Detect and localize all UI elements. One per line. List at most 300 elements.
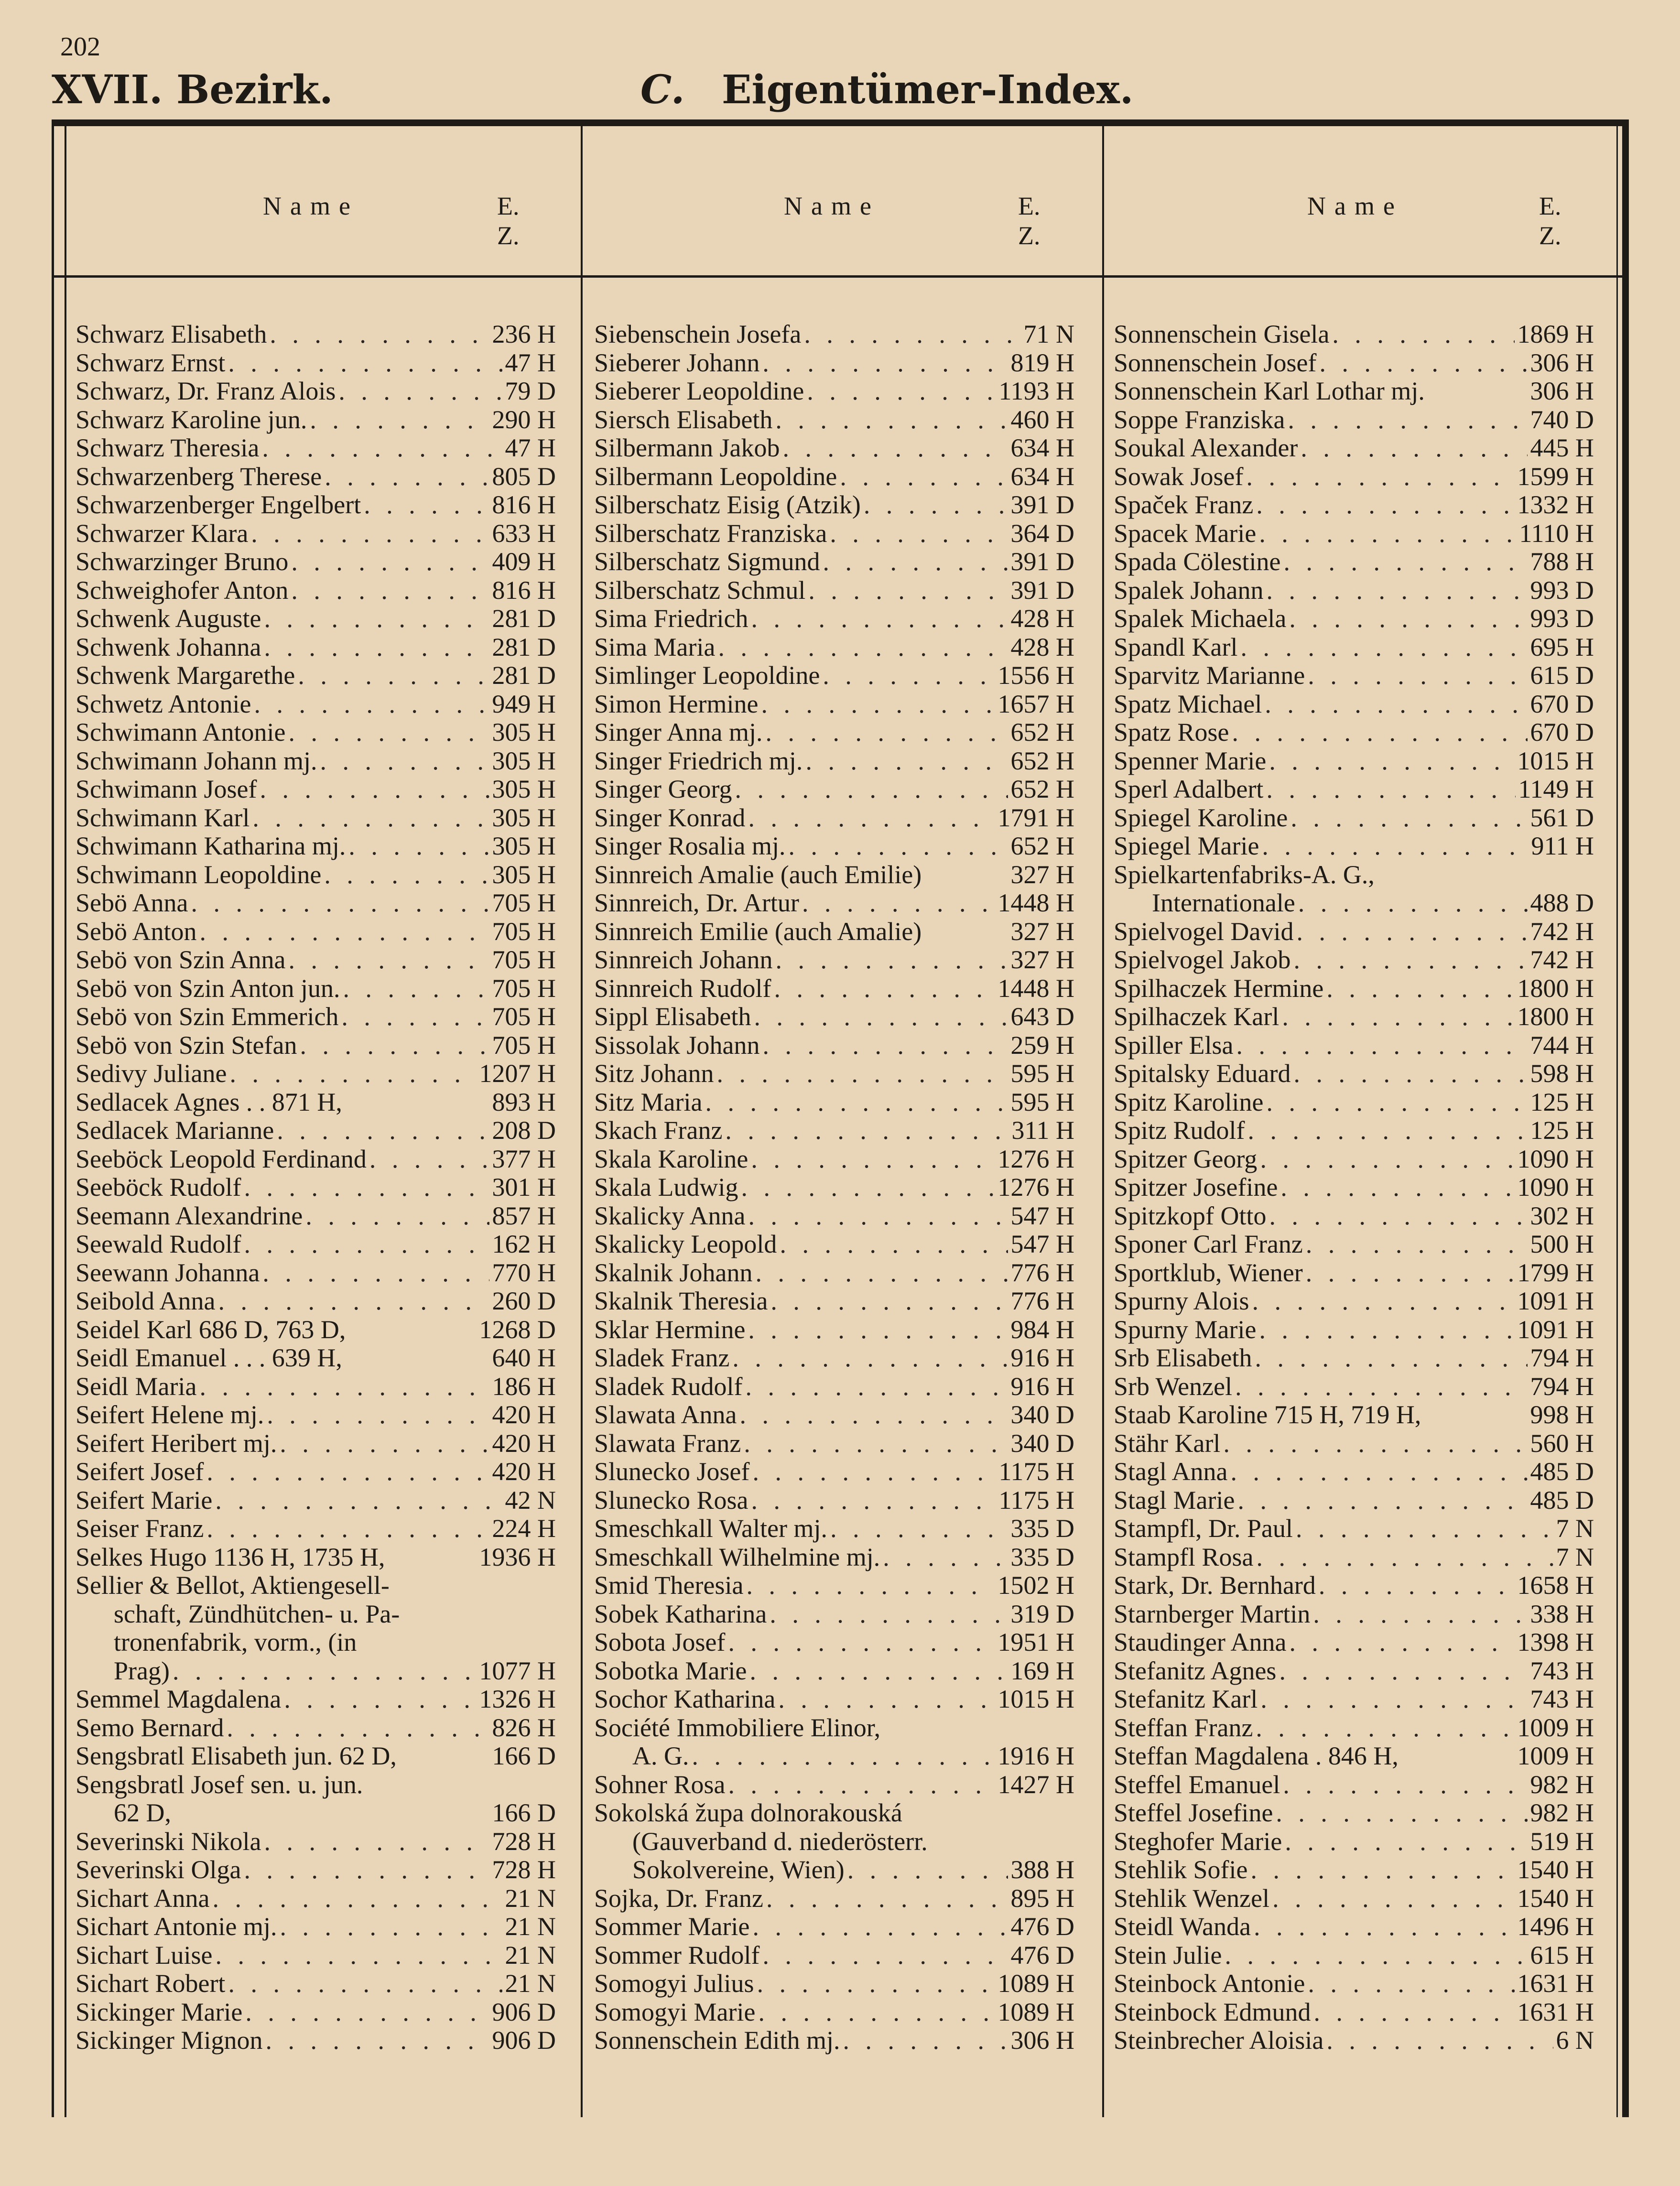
- leader-dots: [1246, 463, 1514, 491]
- entry-name: Sebö von Szin Stefan: [76, 1031, 297, 1060]
- entry-name: Slawata Franz: [594, 1429, 741, 1458]
- entry-name: Spilhaczek Hermine: [1114, 974, 1324, 1003]
- index-entry: [76, 690, 556, 719]
- index-entry: [594, 1259, 1074, 1288]
- leader-dots: [1251, 1856, 1515, 1884]
- entry-name: Spurny Marie: [1114, 1315, 1257, 1344]
- entry-ez: 377 H: [492, 1145, 556, 1173]
- entry-name: Schwenk Margarethe: [76, 661, 295, 690]
- entry-ez: 742 H: [1530, 917, 1594, 946]
- index-entry: [594, 1173, 1074, 1202]
- entry-name: Sinnreich Johann: [594, 946, 773, 974]
- index-entry: [76, 605, 556, 633]
- entry-name: Sperl Adalbert: [1114, 775, 1264, 803]
- entry-ez: 1332 H: [1517, 491, 1594, 519]
- entry-ez: 816 H: [492, 491, 556, 519]
- leader-dots: [218, 1287, 489, 1316]
- leader-dots: [1283, 548, 1527, 576]
- entry-name: Seifert Josef: [76, 1458, 204, 1486]
- entry-ez: 547 H: [1010, 1201, 1074, 1230]
- frame-inner-rule-right: [1616, 126, 1618, 2117]
- entry-name: Severinski Nikola: [76, 1827, 261, 1856]
- index-entry: [76, 1714, 556, 1742]
- index-entry: [1114, 491, 1594, 519]
- entry-ez: 1110 H: [1519, 519, 1594, 548]
- index-entry: [1114, 832, 1594, 861]
- index-entry: [1114, 1003, 1594, 1031]
- index-entry: [76, 377, 556, 406]
- entry-ez: 805 D: [492, 462, 556, 491]
- entry-ez: 301 H: [492, 1173, 556, 1201]
- entry-name: Slunecko Rosa: [594, 1486, 748, 1515]
- leader-dots: [1223, 1429, 1527, 1458]
- entry-name: Srb Wenzel: [1114, 1372, 1233, 1401]
- entry-ez: 547 H: [1010, 1230, 1074, 1258]
- entry-name: Smid Theresia: [594, 1571, 744, 1600]
- index-entry: [594, 1429, 1074, 1458]
- leader-dots: [725, 1116, 1008, 1145]
- index-entry: [1114, 1941, 1594, 1970]
- entry-ez: 388 H: [1010, 1856, 1074, 1884]
- entry-name: Sommer Marie: [594, 1913, 750, 1941]
- column-header-ez: E. Z.: [1539, 192, 1561, 250]
- index-entry: [76, 1486, 556, 1515]
- index-entry: [594, 1031, 1074, 1060]
- index-entry: [594, 1714, 1074, 1742]
- leader-dots: [1308, 661, 1527, 690]
- index-entry: [1114, 690, 1594, 719]
- entry-name: Seidl Emanuel . . . 639 H,: [76, 1344, 342, 1372]
- column-header-name: Name: [263, 192, 359, 220]
- entry-ez: 776 H: [1010, 1287, 1074, 1315]
- entry-ez: 485 D: [1530, 1486, 1594, 1515]
- entry-ez: 916 H: [1010, 1344, 1074, 1372]
- entry-name: Sitz Maria: [594, 1088, 703, 1116]
- leader-dots: [270, 320, 489, 349]
- leader-dots: [1240, 633, 1527, 662]
- entry-name: Silbermann Jakob: [594, 434, 780, 462]
- entry-name: Sladek Franz: [594, 1344, 730, 1372]
- entry-name: Spitz Rudolf: [1114, 1116, 1245, 1145]
- entry-ez: 1448 H: [997, 974, 1074, 1003]
- index-entry: [76, 548, 556, 576]
- entry-name: Sichart Antonie mj.: [76, 1913, 277, 1941]
- entry-ez: 1015 H: [1517, 747, 1594, 775]
- entry-ez: 998 H: [1530, 1401, 1594, 1429]
- entry-name: Stampfl Rosa: [1114, 1543, 1254, 1571]
- leader-dots: [264, 1828, 489, 1856]
- page-number: 202: [60, 32, 100, 62]
- entry-name: Sonnenschein Gisela: [1114, 320, 1330, 348]
- entry-name: Skala Karoline: [594, 1145, 748, 1173]
- index-entry: [1114, 1373, 1594, 1401]
- entry-name: Spurny Alois: [1114, 1287, 1249, 1315]
- index-entry: [76, 1657, 556, 1686]
- entry-ez: 1398 H: [1517, 1628, 1594, 1656]
- leader-dots: [770, 1600, 1008, 1629]
- entry-ez: 598 H: [1530, 1060, 1594, 1088]
- entry-name: Smeschkall Wilhelmine mj.: [594, 1543, 880, 1571]
- entry-ez: 428 H: [1010, 605, 1074, 633]
- leader-dots: [748, 1316, 1008, 1344]
- index-entry: [76, 519, 556, 548]
- leader-dots: [254, 690, 489, 719]
- leader-dots: [752, 1913, 1008, 1941]
- index-entry: [1114, 377, 1594, 406]
- district-heading: XVII. Bezirk.: [52, 67, 333, 113]
- entry-ez: 906 D: [492, 1998, 556, 2026]
- index-entry: [1114, 1628, 1594, 1657]
- entry-name: Stagl Marie: [1114, 1486, 1235, 1515]
- index-entry: [76, 1230, 556, 1259]
- index-entry: [594, 548, 1074, 576]
- entry-name: Skalnik Theresia: [594, 1287, 768, 1315]
- entry-ez: 652 H: [1010, 718, 1074, 747]
- entry-ez: 305 H: [492, 747, 556, 775]
- entry-ez: 993 D: [1530, 576, 1594, 605]
- entry-ez: 595 H: [1010, 1088, 1074, 1116]
- entry-name: Sippl Elisabeth: [594, 1003, 751, 1031]
- entry-ez: 47 H: [505, 434, 556, 462]
- entry-name: Schwarz Elisabeth: [76, 320, 267, 348]
- index-entry: [1114, 747, 1594, 776]
- index-entry: [1114, 1344, 1594, 1373]
- entry-name: Sebö Anton: [76, 917, 197, 946]
- entry-ez: 857 H: [492, 1201, 556, 1230]
- leader-dots: [807, 377, 996, 406]
- index-entry: [594, 747, 1074, 776]
- entry-name: Staab Karoline 715 H, 719 H,: [1114, 1401, 1421, 1429]
- entry-ez: 327 H: [1010, 946, 1074, 974]
- section-letter: C.: [640, 67, 685, 113]
- leader-dots: [744, 1429, 1008, 1458]
- index-entry: [594, 1373, 1074, 1401]
- entry-name: Sinnreich, Dr. Artur: [594, 889, 799, 917]
- leader-dots: [757, 1970, 995, 1998]
- entry-ez: 1799 H: [1517, 1258, 1594, 1287]
- leader-dots: [728, 1628, 995, 1657]
- index-entry: [594, 1515, 1074, 1543]
- entry-name: Siersch Elisabeth: [594, 405, 773, 434]
- entry-ez: 1089 H: [997, 1998, 1074, 2026]
- entry-name: Spitzkopf Otto: [1114, 1201, 1267, 1230]
- entry-ez: 428 H: [1010, 633, 1074, 661]
- entry-name: Sima Friedrich: [594, 605, 748, 633]
- entry-name: Prag): [114, 1656, 170, 1685]
- leader-dots: [748, 804, 995, 833]
- leader-dots: [1269, 1202, 1528, 1231]
- leader-dots: [260, 775, 489, 804]
- entry-name: Sobotka Marie: [594, 1656, 747, 1685]
- index-entry: [1114, 946, 1594, 974]
- index-entry: [594, 1088, 1074, 1117]
- index-entry: [1114, 775, 1594, 804]
- index-entry: [76, 1856, 556, 1884]
- entry-ez: 319 D: [1010, 1600, 1074, 1628]
- entry-ez: 1936 H: [479, 1543, 556, 1571]
- index-entry: [594, 1202, 1074, 1231]
- entry-name: A. G.: [632, 1742, 689, 1770]
- index-entry: [594, 1941, 1074, 1970]
- entry-name: Sichart Robert: [76, 1970, 226, 1998]
- entry-name: Sissolak Johann: [594, 1031, 760, 1060]
- index-entry: [594, 946, 1074, 974]
- entry-ez: 1090 H: [1517, 1145, 1594, 1173]
- leader-dots: [251, 519, 489, 548]
- leader-dots: [763, 1941, 1008, 1970]
- index-entry: [594, 605, 1074, 633]
- leader-dots: [1288, 406, 1527, 434]
- entry-ez: 788 H: [1530, 548, 1594, 576]
- entry-ez: 705 H: [492, 974, 556, 1003]
- entry-ez: 1090 H: [1517, 1173, 1594, 1201]
- entry-name: Spiegel Marie: [1114, 832, 1259, 860]
- index-entry: [1114, 1259, 1594, 1288]
- index-entry: [76, 747, 556, 776]
- leader-dots: [745, 1373, 1008, 1401]
- entry-ez: 1631 H: [1517, 1998, 1594, 2026]
- entry-ez: 652 H: [1010, 747, 1074, 775]
- index-entry: [594, 974, 1074, 1003]
- leader-dots: [267, 1401, 489, 1429]
- entry-ez: 42 N: [505, 1486, 556, 1515]
- index-entry: [76, 1515, 556, 1543]
- leader-dots: [264, 605, 489, 633]
- leader-dots: [173, 1657, 477, 1686]
- index-entry: [1114, 1031, 1594, 1060]
- entry-name: Sonnenschein Karl Lothar mj.: [1114, 377, 1425, 405]
- leader-dots: [1306, 1230, 1528, 1259]
- entry-name: Sokolvereine, Wien): [632, 1856, 845, 1884]
- entry-name: Schwarzenberg Therese: [76, 462, 322, 491]
- index-entry: [1114, 804, 1594, 833]
- entry-name: Skalicky Leopold: [594, 1230, 777, 1258]
- entry-name: Sedlacek Marianne: [76, 1116, 274, 1145]
- column-header-name: Name: [784, 192, 880, 220]
- entry-ez: 7 N: [1556, 1515, 1594, 1543]
- leader-dots: [298, 661, 489, 690]
- index-entry: [76, 633, 556, 662]
- entry-name: Simon Hermine: [594, 690, 759, 718]
- entry-name: (Gauverband d. niederösterr.: [632, 1827, 928, 1856]
- entry-ez: 1077 H: [479, 1656, 556, 1685]
- entry-ez: 340 D: [1010, 1429, 1074, 1458]
- entry-ez: 259 H: [1010, 1031, 1074, 1060]
- index-entry: [594, 1116, 1074, 1145]
- leader-dots: [752, 1458, 996, 1486]
- entry-ez: 1869 H: [1517, 320, 1594, 348]
- leader-dots: [718, 633, 1008, 662]
- entry-ez: 327 H: [1010, 860, 1074, 889]
- column-header-ez: E. Z.: [497, 192, 520, 250]
- entry-ez: 476 D: [1010, 1913, 1074, 1941]
- leader-dots: [228, 1970, 502, 1998]
- entry-ez: 1800 H: [1517, 974, 1594, 1003]
- leader-dots: [1293, 1060, 1527, 1088]
- leader-dots: [765, 718, 1008, 747]
- leader-dots: [229, 1060, 476, 1088]
- entry-ez: 728 H: [492, 1856, 556, 1884]
- leader-dots: [284, 1685, 476, 1714]
- entry-name: Stein Julie: [1114, 1941, 1222, 1970]
- entry-name: Sochor Katharina: [594, 1685, 776, 1713]
- leader-dots: [199, 1373, 489, 1401]
- entry-name: Soppe Franziska: [1114, 405, 1285, 434]
- leader-dots: [1272, 1884, 1514, 1913]
- entry-ez: 1091 H: [1517, 1287, 1594, 1315]
- index-entry: [594, 377, 1074, 406]
- index-entry: [594, 406, 1074, 434]
- entry-ez: 652 H: [1010, 775, 1074, 803]
- entry-ez: 652 H: [1010, 832, 1074, 860]
- index-entry: [76, 861, 556, 889]
- entry-name: Schwimann Antonie: [76, 718, 286, 747]
- index-entry: [76, 1429, 556, 1458]
- index-entry: [76, 1913, 556, 1941]
- entry-name: Skala Ludwig: [594, 1173, 738, 1201]
- index-entry: [594, 1771, 1074, 1799]
- entry-name: Starnberger Martin: [1114, 1600, 1311, 1628]
- index-entry: [594, 1316, 1074, 1344]
- leader-dots: [823, 548, 1008, 576]
- leader-dots: [1254, 1913, 1514, 1941]
- index-entry: [1114, 1571, 1594, 1600]
- entry-ez: 561 D: [1530, 803, 1594, 832]
- leader-dots: [751, 1145, 995, 1174]
- entry-name: Srb Elisabeth: [1114, 1344, 1252, 1372]
- entry-ez: 311 H: [1011, 1116, 1074, 1145]
- index-entry: [594, 1600, 1074, 1629]
- entry-name: Stefanitz Agnes: [1114, 1656, 1277, 1685]
- index-entry: [1114, 1060, 1594, 1088]
- entry-name: Spielvogel Jakob: [1114, 946, 1291, 974]
- leader-dots: [320, 747, 489, 776]
- leader-dots: [245, 1998, 489, 2027]
- entry-name: Seemann Alexandrine: [76, 1201, 303, 1230]
- entry-ez: 1800 H: [1517, 1003, 1594, 1031]
- entry-ez: 79 D: [505, 377, 556, 405]
- entry-ez: 819 H: [1010, 348, 1074, 377]
- entry-ez: 1276 H: [997, 1145, 1074, 1173]
- index-entry: [76, 1116, 556, 1145]
- entry-ez: 166 D: [492, 1742, 556, 1770]
- entry-name: Silbermann Leopoldine: [594, 462, 837, 491]
- index-entry: [1114, 320, 1594, 349]
- leader-dots: [788, 832, 1008, 861]
- entry-name: Selkes Hugo 1136 H, 1735 H,: [76, 1543, 385, 1571]
- index-entry: [594, 1344, 1074, 1373]
- entry-ez: 705 H: [492, 1003, 556, 1031]
- leader-dots: [280, 1429, 489, 1458]
- leader-dots: [1326, 974, 1514, 1003]
- leader-dots: [1252, 1287, 1515, 1316]
- leader-dots: [763, 1031, 1008, 1060]
- index-entry: [76, 1970, 556, 1998]
- leader-dots: [310, 406, 489, 434]
- leader-dots: [1260, 1145, 1514, 1174]
- entry-ez: 125 H: [1530, 1116, 1594, 1145]
- entry-name: Staudinger Anna: [1114, 1628, 1287, 1656]
- entry-name: Semo Bernard: [76, 1713, 224, 1742]
- entry-name: Steinbock Antonie: [1114, 1970, 1305, 1998]
- leader-dots: [741, 1173, 995, 1202]
- index-entry: [76, 718, 556, 747]
- entry-ez: 1193 H: [998, 377, 1074, 405]
- leader-dots: [206, 1515, 489, 1543]
- index-entry: [1114, 1230, 1594, 1259]
- entry-ez: 816 H: [492, 576, 556, 605]
- entry-ez: 327 H: [1010, 917, 1074, 946]
- index-entry: [594, 1856, 1074, 1884]
- index-entry: [594, 1287, 1074, 1316]
- entry-name: Silberschatz Schmul: [594, 576, 806, 605]
- entry-name: Schwimann Katharina mj.: [76, 832, 346, 860]
- entry-name: Sinnreich Amalie (auch Emilie): [594, 860, 922, 889]
- entry-ez: 984 H: [1010, 1315, 1074, 1344]
- entry-ez: 420 H: [492, 1401, 556, 1429]
- entry-name: Spiller Elsa: [1114, 1031, 1234, 1060]
- leader-dots: [212, 1884, 502, 1913]
- index-entry: [594, 1458, 1074, 1486]
- index-entry: [76, 1458, 556, 1486]
- index-entry: [1114, 1742, 1594, 1771]
- entry-name: Schwimann Karl: [76, 803, 250, 832]
- entry-name: Schwarzinger Bruno: [76, 548, 289, 576]
- index-entry: [76, 1401, 556, 1429]
- leader-dots: [843, 2026, 1008, 2055]
- index-entry: [1114, 974, 1594, 1003]
- entry-ez: 1631 H: [1517, 1970, 1594, 1998]
- leader-dots: [1283, 1771, 1527, 1799]
- leader-dots: [1232, 718, 1527, 747]
- entry-name: Steinbrecher Aloisia: [1114, 2026, 1324, 2055]
- entry-name: Schwarzer Klara: [76, 519, 249, 548]
- entry-ez: 743 H: [1530, 1656, 1594, 1685]
- leader-dots: [1289, 1628, 1514, 1657]
- leader-dots: [265, 2026, 489, 2055]
- index-entry: [594, 1742, 1074, 1771]
- index-entry: [1114, 1714, 1594, 1742]
- frame-inner-rule-left: [65, 126, 66, 2117]
- entry-ez: 728 H: [492, 1827, 556, 1856]
- index-entry: [1114, 1458, 1594, 1486]
- index-entry: [1114, 1088, 1594, 1117]
- index-entry: [76, 918, 556, 946]
- entry-name: Spielvogel David: [1114, 917, 1294, 946]
- entry-name: Sklar Hermine: [594, 1315, 746, 1344]
- entry-ez: 169 H: [1010, 1656, 1074, 1685]
- entry-name: Steghofer Marie: [1114, 1827, 1282, 1856]
- index-entry: [1114, 1543, 1594, 1572]
- index-entry: [594, 1657, 1074, 1686]
- index-column-2: [594, 320, 1074, 2055]
- entry-name: Seifert Heribert mj.: [76, 1429, 277, 1458]
- entry-name: Semmel Magdalena: [76, 1685, 282, 1713]
- entry-ez: 1540 H: [1517, 1856, 1594, 1884]
- index-entry: [1114, 661, 1594, 690]
- index-entry: [1114, 1970, 1594, 1998]
- index-entry: [76, 1316, 556, 1344]
- index-entry: [1114, 1685, 1594, 1714]
- entry-name: Stark, Dr. Bernhard: [1114, 1571, 1316, 1600]
- entry-name: Spalek Michaela: [1114, 605, 1287, 633]
- index-entry: [594, 1486, 1074, 1515]
- leader-dots: [1260, 1685, 1527, 1714]
- leader-dots: [775, 946, 1008, 974]
- leader-dots: [244, 1230, 489, 1259]
- entry-ez: 1207 H: [479, 1060, 556, 1088]
- index-entry: [594, 861, 1074, 889]
